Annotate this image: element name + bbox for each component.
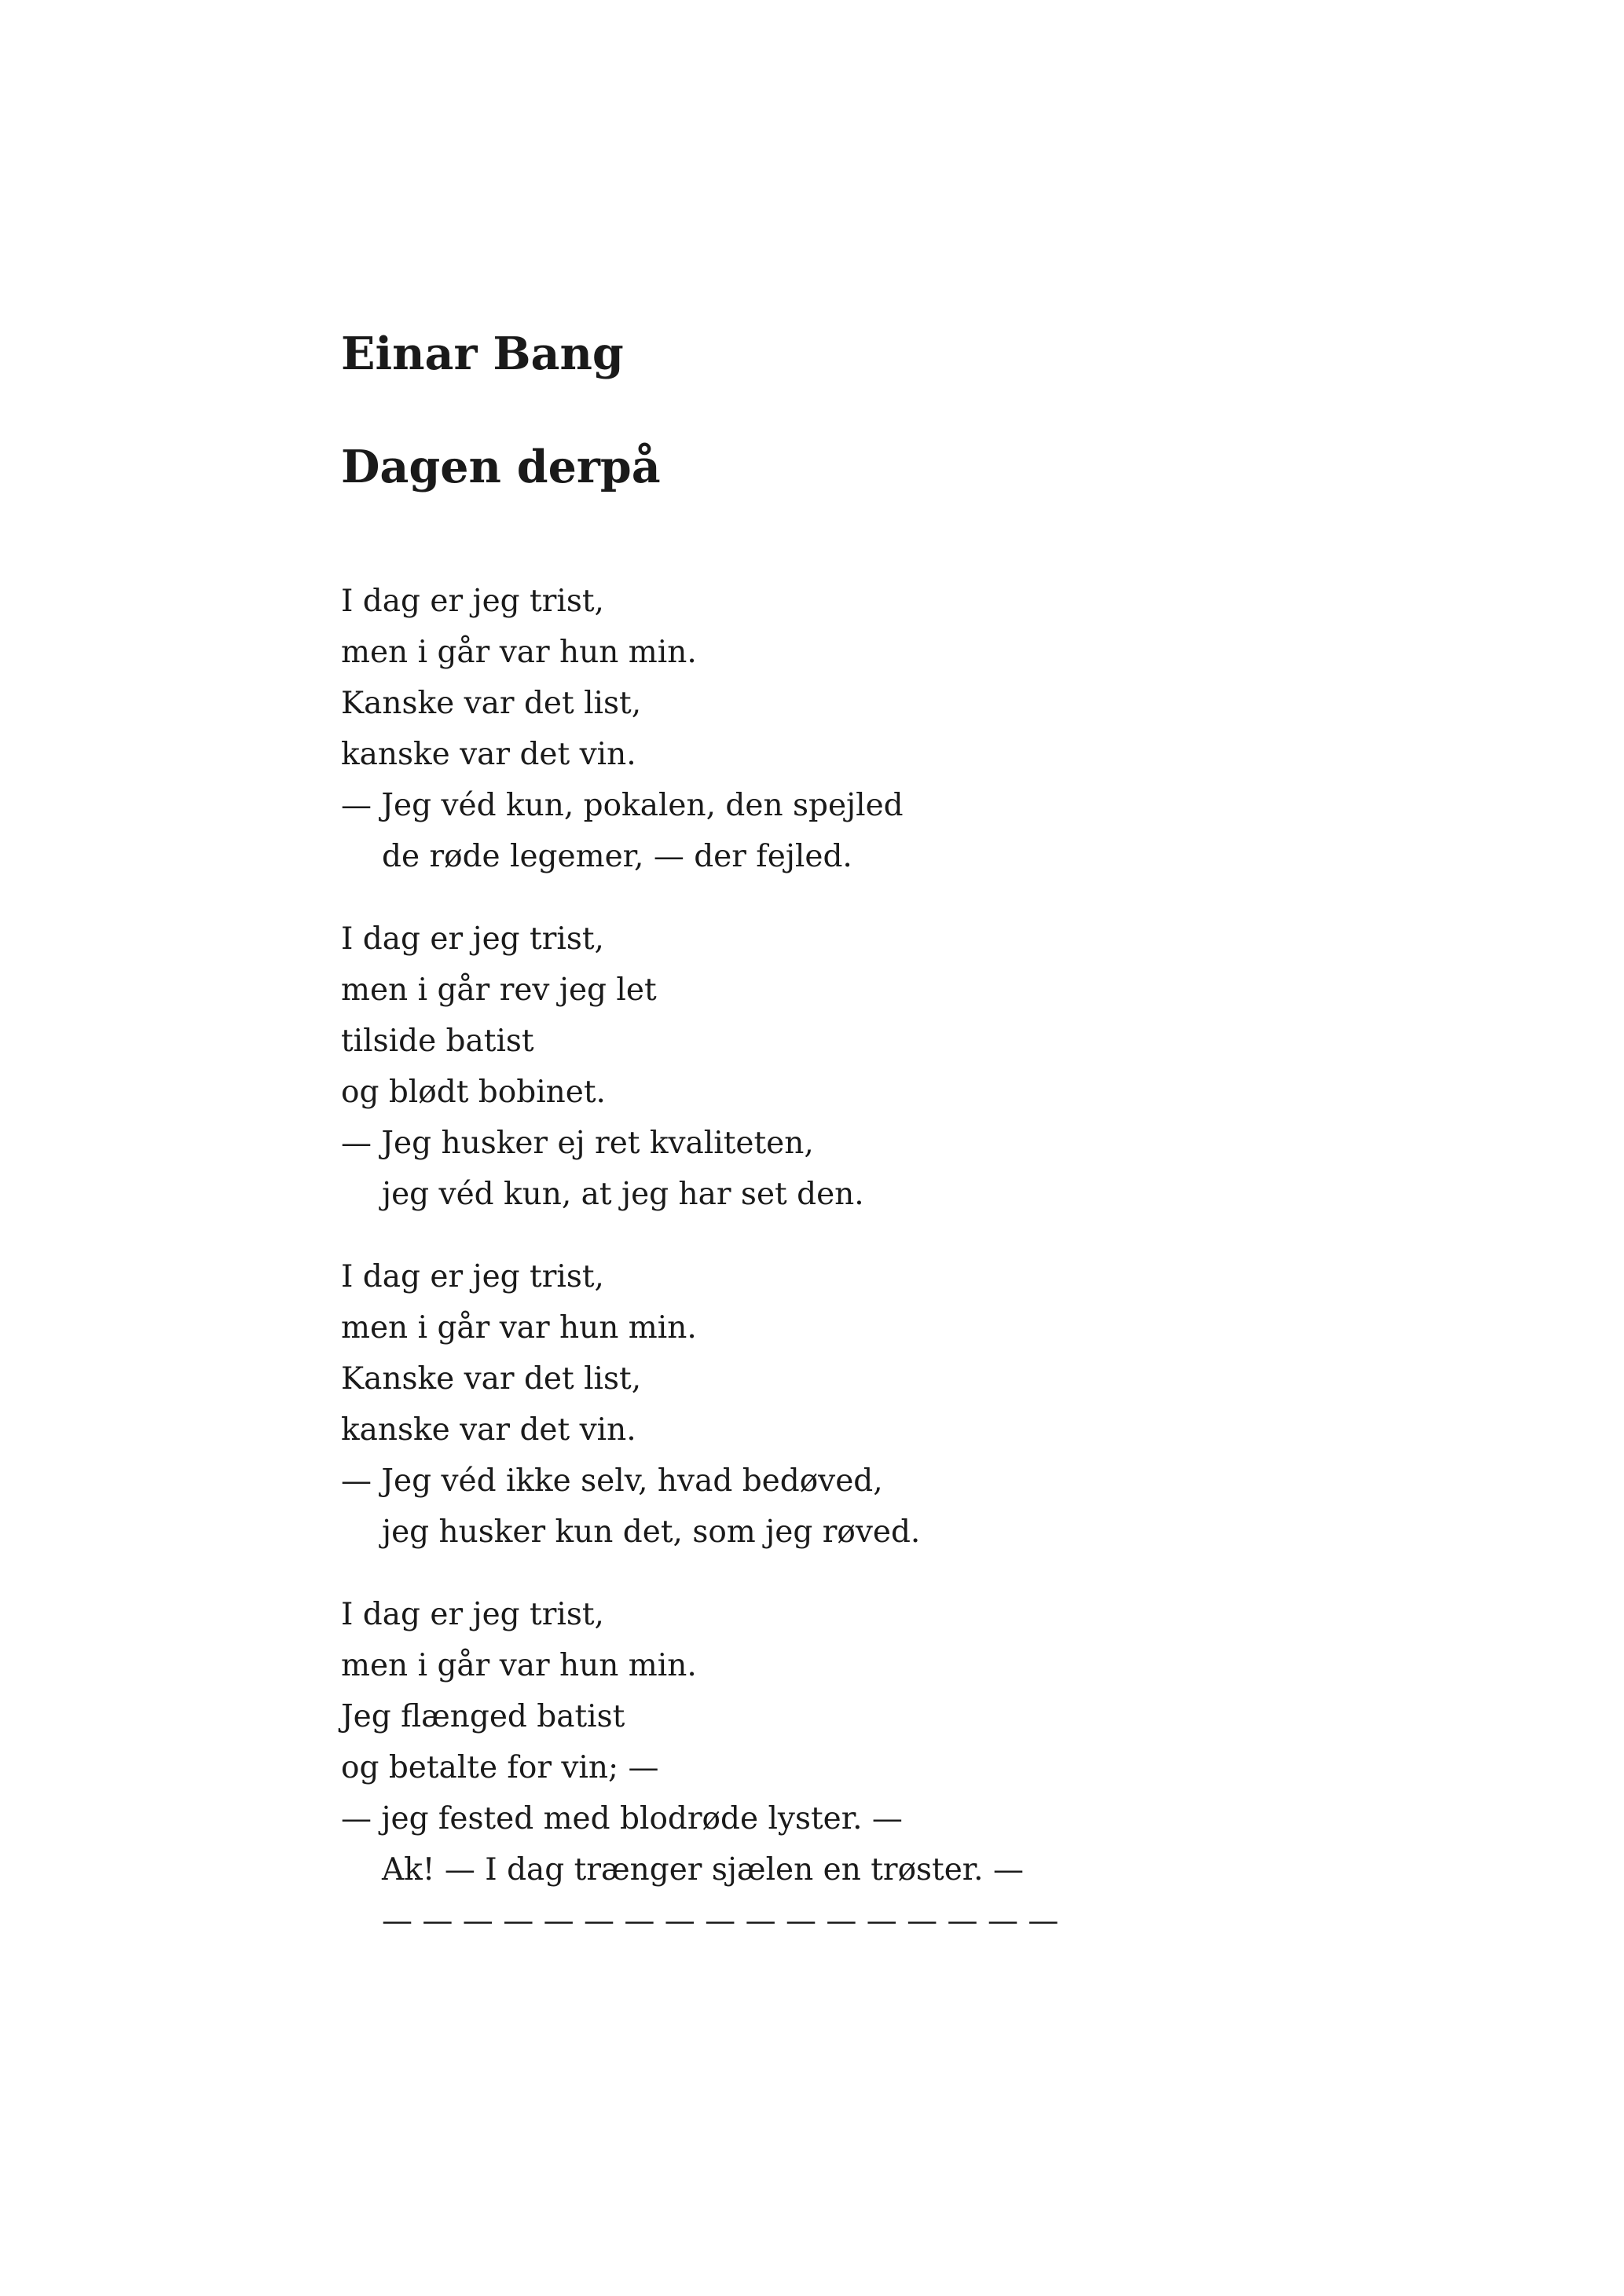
poem-line: I dag er jeg trist, [341,584,604,619]
stanza [341,914,1058,1220]
poem-line: Kanske var det list, [341,686,642,721]
poem-line: I dag er jeg trist, [341,921,604,957]
poem-line-indented: de røde legemer, — der fejled. [382,839,852,874]
poem-line: Jeg flænged batist [341,1699,625,1734]
author-heading: Einar Bang [341,328,624,380]
poem-line: I dag er jeg trist, [341,1597,604,1632]
poem-line: I dag er jeg trist, [341,1259,604,1294]
poem-body [341,576,1058,1978]
poem-line: men i går var hun min. [341,1648,697,1683]
poem-line-indented: jeg véd kun, at jeg har set den. [382,1177,864,1212]
stanza [341,1589,1058,1946]
poem-line: og blødt bobinet. [341,1075,606,1110]
poem-title: Dagen derpå [341,441,661,493]
poem-line: Kanske var det list, [341,1361,642,1397]
stanza [341,1251,1058,1558]
poem-line: men i går var hun min. [341,635,697,670]
poem-line: men i går var hun min. [341,1310,697,1346]
poem-line: — Jeg husker ej ret kvaliteten, [341,1126,814,1161]
poem-line: — Jeg véd kun, pokalen, den spejled [341,788,904,823]
stanza [341,576,1058,882]
poem-line: men i går rev jeg let [341,972,657,1008]
poem-line-indented: jeg husker kun det, som jeg røved. [382,1514,921,1550]
dash-line: — — — — — — — — — — — — — — — — — [382,1903,1059,1939]
poem-line-indented: Ak! — I dag trænger sjælen en trøster. — [382,1852,1024,1888]
poem-line: — Jeg véd ikke selv, hvad bedøved, [341,1463,883,1499]
poem-line: og betalte for vin; — [341,1750,659,1785]
poem-line: — jeg fested med blodrøde lyster. — [341,1801,903,1836]
poem-line: kanske var det vin. [341,737,636,772]
poem-line: kanske var det vin. [341,1412,636,1448]
poem-line: tilside batist [341,1023,534,1059]
